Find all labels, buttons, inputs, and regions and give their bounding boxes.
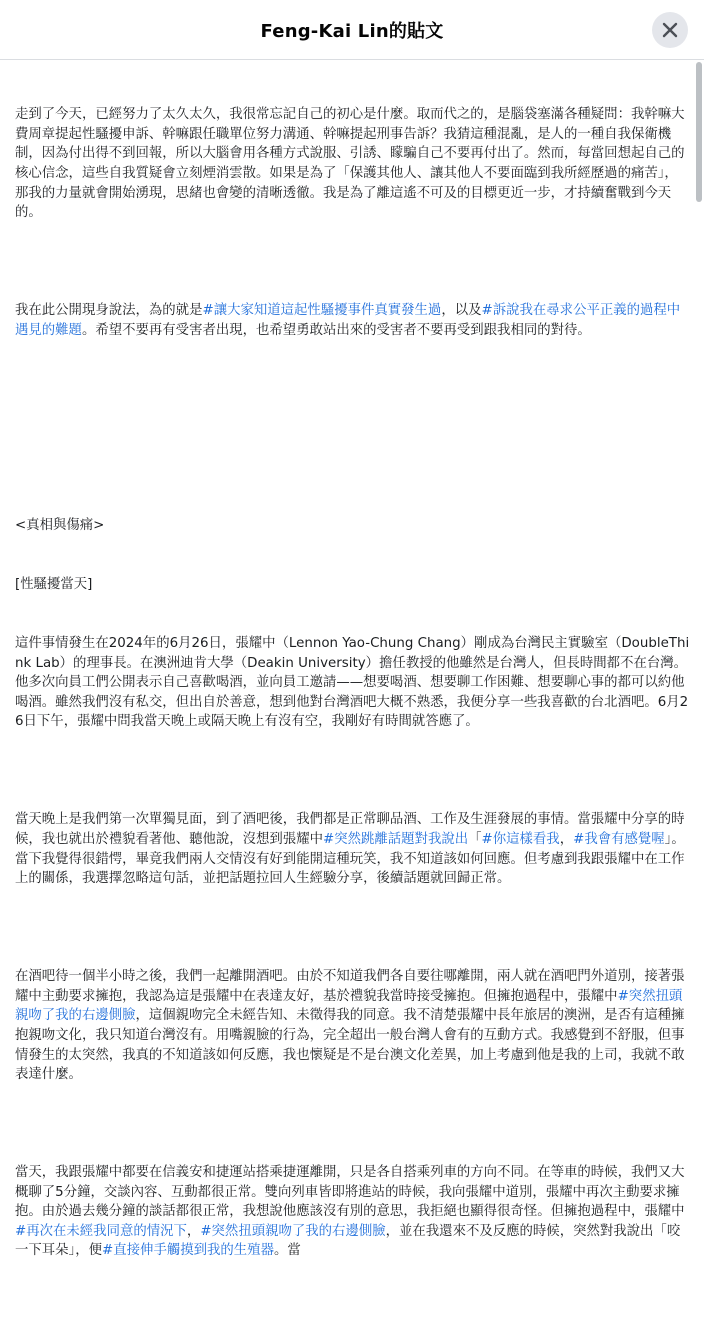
- text-segment: ，: [559, 831, 574, 847]
- text-segment: ，: [186, 1223, 201, 1239]
- dialog-title: Feng-Kai Lin的貼文: [260, 20, 444, 42]
- text-segment: 」。當下我覺得很錯愕，畢竟我們兩人交情沒有好到能開這種玩笑，我不知道該如何回應。但考慮到我跟張耀中在工作上的關係，我選擇忽略這句話，並把話題拉回人生經驗分享，後續話題就回歸正常。: [15, 831, 685, 887]
- text-segment: ，以及: [441, 303, 482, 319]
- section-title: <真相與傷痛>: [15, 518, 105, 534]
- text-segment: 「: [468, 831, 482, 847]
- subsection-title: [性騷擾當天]: [15, 577, 93, 593]
- paragraph: 走到了今天，已經努力了太久太久，我很常忘記自己的初心是什麼。取而代之的，是腦袋塞滿各種疑問：我幹嘛大費周章提起性騷擾申訴、幹嘛跟任職單位努力溝通、幹嘛提起刑事告訴？我猜這種混亂，是人的一種自我保衛機制，因為付出得不到回報，所以大腦會用各種方式說服、引誘、矇騙自己不要再付出了。然而，每當回想起自己的核心信念，這些自我質疑會立刻煙消雲散。如果是為了「保護其他人、讓其他人不要面臨到我所經歷過的痛苦」，那我的力量就會開始湧現，思緒也會變的清晰透徹。我是為了離這遙不可及的目標更近一步，才持續奮戰到今天的。: [15, 107, 685, 221]
- paragraph: [15, 301, 690, 340]
- text-segment: 在酒吧待一個半小時之後，我們一起離開酒吧。由於不知道我們各自要往哪離開，兩人就在酒吧門外道別，接著張耀中主動要求擁抱，我認為這是張耀中在表達友好，基於禮貌我當時接受擁抱。但擁抱過程中，張耀中: [15, 969, 685, 1004]
- close-icon: [662, 22, 678, 38]
- text-segment: 。當: [273, 1243, 301, 1259]
- text-segment: ，這個親吻完全未經告知、未徵得我的同意。我不清楚張耀中長年旅居的澳洲，是否有這種擁抱親吻文化，我只知道台灣沒有。用嘴親臉的行為，完全超出一般台灣人會有的互動方式。我感覺到不舒服，但事情發生的太突然，我真的不知道該如何反應，我也懷疑是不是台澳文化差異，加上考慮到他是我的上司，我就不敢表達什麼。: [15, 1008, 685, 1083]
- hashtag-link[interactable]: #突然跳離話題對我說出: [322, 831, 469, 847]
- text-segment: 我在此公開現身說法，為的就是: [15, 303, 203, 319]
- paragraph: [15, 967, 690, 1085]
- text-segment: 當天晚上是我們第一次單獨見面，到了酒吧後，我們都是正常聊品酒、工作及生涯發展的事情。當張耀中分享的時候，我也就出於禮貌看著他、聽他說，沒想到張耀中: [15, 812, 685, 847]
- hashtag-link[interactable]: #直接伸手觸摸到我的生殖器: [102, 1243, 274, 1259]
- paragraph: [15, 1163, 690, 1261]
- hashtag-link[interactable]: #再次在未經我同意的情況下: [15, 1223, 187, 1239]
- close-button[interactable]: [652, 12, 688, 48]
- spacer: [15, 419, 690, 458]
- paragraph: 這件事情發生在2024年的6月26日，張耀中（Lennon Yao-Chung Chang）剛成為台灣民主實驗室（DoubleThink Lab）的理事長。在澳洲迪肯大學（Deakin University）擔任教授的他雖然是台灣人，但長時間都不在台灣。他多次向員工們公開表示自己喜歡喝酒，並向員工邀請——想要喝酒、想要聊工作困難、想要聊心事的都可以約他喝酒。雖然我們沒有私交，但出自於善意，想到他對台灣酒吧大概不熟悉，我便分享一些我喜歡的台北酒吧。6月26日下午，張耀中問我當天晚上或隔天晚上有沒有空，我剛好有時間就答應了。: [15, 636, 690, 730]
- post-content: [15, 61, 690, 1320]
- hashtag-link[interactable]: #突然扭頭親吻了我的右邊側臉: [200, 1223, 386, 1239]
- hashtag-link[interactable]: #讓大家知道這起性騷擾事件真實發生過: [202, 303, 442, 319]
- text-segment: ，並在我還來不及反應的時候，突然對我說出「咬一下耳朵」，便: [15, 1223, 681, 1259]
- paragraph: [15, 810, 690, 888]
- scrollbar-thumb[interactable]: [696, 62, 702, 202]
- text-segment: 。希望不要再有受害者出現，也希望勇敢站出來的受害者不要再受到跟我相同的對待。: [81, 322, 591, 338]
- hashtag-link[interactable]: #我會有感覺喔: [573, 831, 665, 847]
- hashtag-link[interactable]: #訴說我在尋求公平正義的過程中遇見的難題: [15, 303, 681, 338]
- hashtag-link[interactable]: #突然扭頭親吻了我的右邊側臉: [15, 988, 683, 1024]
- hashtag-link[interactable]: #你這樣看我: [481, 831, 560, 847]
- dialog-header: [0, 0, 704, 60]
- post-body[interactable]: [0, 61, 704, 1259]
- text-segment: 當天，我跟張耀中都要在信義安和捷運站搭乘捷運離開，只是各自搭乘列車的方向不同。在等車的時候，我們又大概聊了5分鐘，交談內容、互動都很正常。雙向列車皆即將進站的時候，我向張耀中道別，張耀中再次主動要求擁抱。由於過去幾分鐘的談話都很正常，我想說他應該沒有別的意思，我拒絕也顯得很奇怪。但擁抱過程中，張耀中: [15, 1165, 685, 1220]
